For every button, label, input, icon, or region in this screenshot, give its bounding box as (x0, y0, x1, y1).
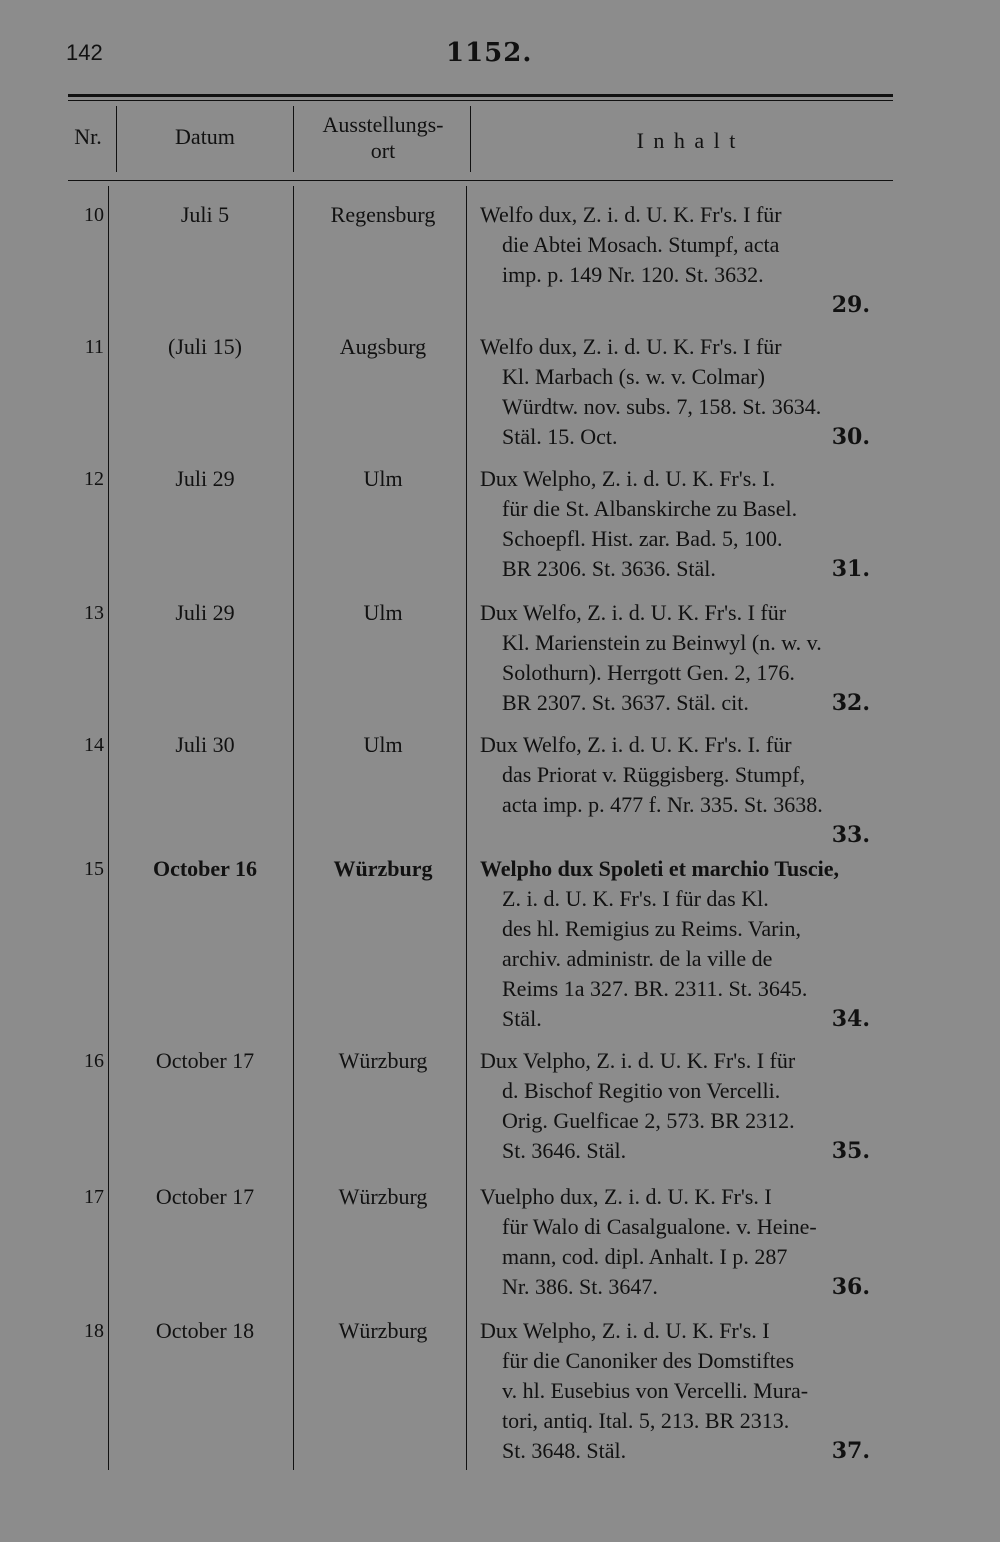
regest-number: 37. (831, 1438, 870, 1464)
inhalt-line (480, 332, 894, 362)
header-ort-line2: ort (370, 138, 396, 163)
column-divider-1-body (108, 186, 109, 1470)
inhalt-number-line (480, 820, 894, 850)
inhalt-line (480, 628, 894, 658)
row-ort: Würzburg (338, 1048, 428, 1073)
inhalt-line-text: St. 3646. Stäl. (502, 1138, 627, 1163)
column-divider-2 (293, 106, 294, 172)
inhalt-line (480, 974, 894, 1004)
inhalt-line-text: BR 2307. St. 3637. Stäl. cit. (502, 690, 749, 715)
row-datum: Juli 30 (175, 732, 235, 757)
inhalt-line-text: St. 3648. Stäl. (502, 1438, 627, 1463)
inhalt-line (480, 494, 894, 524)
row-datum: October 17 (155, 1048, 255, 1073)
inhalt-line-text: Nr. 386. St. 3647. (502, 1274, 658, 1299)
inhalt-line (480, 730, 894, 760)
inhalt-line-text: Stäl. (502, 1006, 542, 1031)
inhalt-line-text: für die St. Albanskirche zu Basel. (502, 496, 798, 521)
inhalt-line (480, 422, 894, 452)
row-datum: October 17 (155, 1184, 255, 1209)
row-ort: Ulm (363, 466, 403, 491)
row-datum: (Juli 15) (168, 334, 242, 359)
row-inhalt (480, 1316, 894, 1466)
column-divider-1 (116, 106, 117, 172)
inhalt-line (480, 1182, 894, 1212)
header-datum: Datum (175, 124, 235, 149)
row-ort: Augsburg (339, 334, 427, 359)
inhalt-line (480, 854, 894, 884)
header-inhalt: I n h a l t (636, 128, 738, 153)
top-rule-thick (68, 94, 893, 97)
inhalt-line (480, 362, 894, 392)
inhalt-line (480, 260, 894, 290)
row-ort: Würzburg (333, 856, 433, 881)
regest-number: 36. (831, 1274, 870, 1300)
regest-number: 34. (831, 1006, 870, 1032)
inhalt-line-text: die Abtei Mosach. Stumpf, acta (502, 232, 780, 257)
inhalt-line-text: Dux Velpho, Z. i. d. U. K. Fr's. I für (480, 1048, 796, 1073)
inhalt-line (480, 1316, 894, 1346)
inhalt-line (480, 230, 894, 260)
inhalt-number-line (480, 290, 894, 320)
inhalt-line-text: archiv. administr. de la ville de (502, 946, 773, 971)
inhalt-line (480, 790, 894, 820)
inhalt-line-text: tori, antiq. Ital. 5, 213. BR 2313. (502, 1408, 790, 1433)
row-ort: Ulm (363, 600, 403, 625)
row-datum: Juli 29 (175, 466, 235, 491)
row-nr: 14 (84, 734, 104, 756)
inhalt-line-text: für die Canoniker des Domstiftes (502, 1348, 795, 1373)
inhalt-line-text: Vuelpho dux, Z. i. d. U. K. Fr's. I (480, 1184, 772, 1209)
row-nr: 12 (84, 468, 104, 490)
inhalt-line (480, 524, 894, 554)
regest-number: 33. (831, 822, 870, 848)
inhalt-line-text: das Priorat v. Rüggisberg. Stumpf, (502, 762, 806, 787)
inhalt-line (480, 200, 894, 230)
inhalt-line (480, 554, 894, 584)
row-datum: Juli 5 (180, 202, 230, 227)
row-inhalt (480, 854, 894, 1034)
inhalt-line-text: Welfo dux, Z. i. d. U. K. Fr's. I für (480, 334, 782, 359)
inhalt-line (480, 1212, 894, 1242)
inhalt-line-text: Kl. Marbach (s. w. v. Colmar) (502, 364, 765, 389)
row-datum: October 18 (155, 1318, 255, 1343)
inhalt-line (480, 944, 894, 974)
inhalt-line-text: mann, cod. dipl. Anhalt. I p. 287 (502, 1244, 788, 1269)
header-ort (298, 112, 468, 164)
header-nr: Nr. (74, 124, 102, 149)
inhalt-line-text: Orig. Guelficae 2, 573. BR 2312. (502, 1108, 795, 1133)
inhalt-line-text: Schoepfl. Hist. zar. Bad. 5, 100. (502, 526, 783, 551)
regest-number: 31. (831, 556, 870, 582)
inhalt-line-text: Dux Welfo, Z. i. d. U. K. Fr's. I. für (480, 732, 792, 757)
inhalt-line-text: für Walo di Casalgualone. v. Heine- (502, 1214, 817, 1239)
row-inhalt (480, 200, 894, 320)
inhalt-line-text: Solothurn). Herrgott Gen. 2, 176. (502, 660, 795, 685)
inhalt-line-text: des hl. Remigius zu Reims. Varin, (502, 916, 802, 941)
row-nr: 13 (84, 602, 104, 624)
inhalt-line (480, 688, 894, 718)
inhalt-line-text: Dux Welfo, Z. i. d. U. K. Fr's. I für (480, 600, 787, 625)
inhalt-line-text: BR 2306. St. 3636. Stäl. (502, 556, 716, 581)
inhalt-line (480, 1272, 894, 1302)
row-nr: 15 (84, 858, 104, 880)
row-inhalt (480, 332, 894, 452)
inhalt-line (480, 1242, 894, 1272)
inhalt-line (480, 1046, 894, 1076)
inhalt-line (480, 1406, 894, 1436)
header-ort-line1: Ausstellungs- (322, 112, 444, 137)
row-datum: Juli 29 (175, 600, 235, 625)
inhalt-line (480, 1106, 894, 1136)
top-rule-thin (68, 100, 893, 101)
inhalt-line (480, 1076, 894, 1106)
inhalt-line (480, 760, 894, 790)
inhalt-line-text: Dux Welpho, Z. i. d. U. K. Fr's. I (480, 1318, 770, 1343)
row-nr: 17 (84, 1186, 104, 1208)
inhalt-line-text: v. hl. Eusebius von Vercelli. Mura- (502, 1378, 809, 1403)
inhalt-line-text: imp. p. 149 Nr. 120. St. 3632. (502, 262, 764, 287)
inhalt-line-text: Welpho dux Spoleti et marchio Tuscie, (480, 856, 839, 881)
inhalt-line-text: acta imp. p. 477 f. Nr. 335. St. 3638. (502, 792, 823, 817)
row-nr: 18 (84, 1320, 104, 1342)
row-inhalt (480, 1182, 894, 1302)
column-divider-3-body (466, 186, 467, 1470)
inhalt-line (480, 1346, 894, 1376)
row-ort: Würzburg (338, 1184, 428, 1209)
row-inhalt (480, 730, 894, 850)
inhalt-line (480, 1004, 894, 1034)
inhalt-line-text: Welfo dux, Z. i. d. U. K. Fr's. I für (480, 202, 782, 227)
inhalt-line (480, 1136, 894, 1166)
row-nr: 10 (84, 204, 104, 226)
regest-number: 32. (831, 690, 870, 716)
inhalt-line-text: Stäl. 15. Oct. (502, 424, 618, 449)
row-ort: Würzburg (338, 1318, 428, 1343)
inhalt-line-text: Dux Welpho, Z. i. d. U. K. Fr's. I. (480, 466, 776, 491)
row-ort: Ulm (363, 732, 403, 757)
inhalt-line (480, 464, 894, 494)
inhalt-line (480, 598, 894, 628)
inhalt-line (480, 914, 894, 944)
row-nr: 11 (84, 336, 104, 358)
regest-number: 29. (831, 292, 870, 318)
inhalt-line (480, 392, 894, 422)
regest-number: 30. (831, 424, 870, 450)
column-divider-2-body (293, 186, 294, 1470)
row-ort: Regensburg (330, 202, 436, 227)
header-rule (68, 180, 893, 181)
page-number: 142 (66, 40, 103, 65)
inhalt-line-text: Kl. Marienstein zu Beinwyl (n. w. v. (502, 630, 822, 655)
inhalt-line (480, 884, 894, 914)
row-nr: 16 (84, 1050, 104, 1072)
row-inhalt (480, 598, 894, 718)
year-heading: 1152. (446, 38, 533, 68)
inhalt-line (480, 658, 894, 688)
inhalt-line-text: Würdtw. nov. subs. 7, 158. St. 3634. (502, 394, 822, 419)
row-inhalt (480, 1046, 894, 1166)
inhalt-line-text: Reims 1a 327. BR. 2311. St. 3645. (502, 976, 808, 1001)
regest-number: 35. (831, 1138, 870, 1164)
inhalt-line-text: d. Bischof Regitio von Vercelli. (502, 1078, 781, 1103)
inhalt-line (480, 1376, 894, 1406)
row-inhalt (480, 464, 894, 584)
inhalt-line-text: Z. i. d. U. K. Fr's. I für das Kl. (502, 886, 769, 911)
inhalt-line (480, 1436, 894, 1466)
column-divider-3 (470, 106, 471, 172)
row-datum: October 16 (152, 856, 258, 881)
